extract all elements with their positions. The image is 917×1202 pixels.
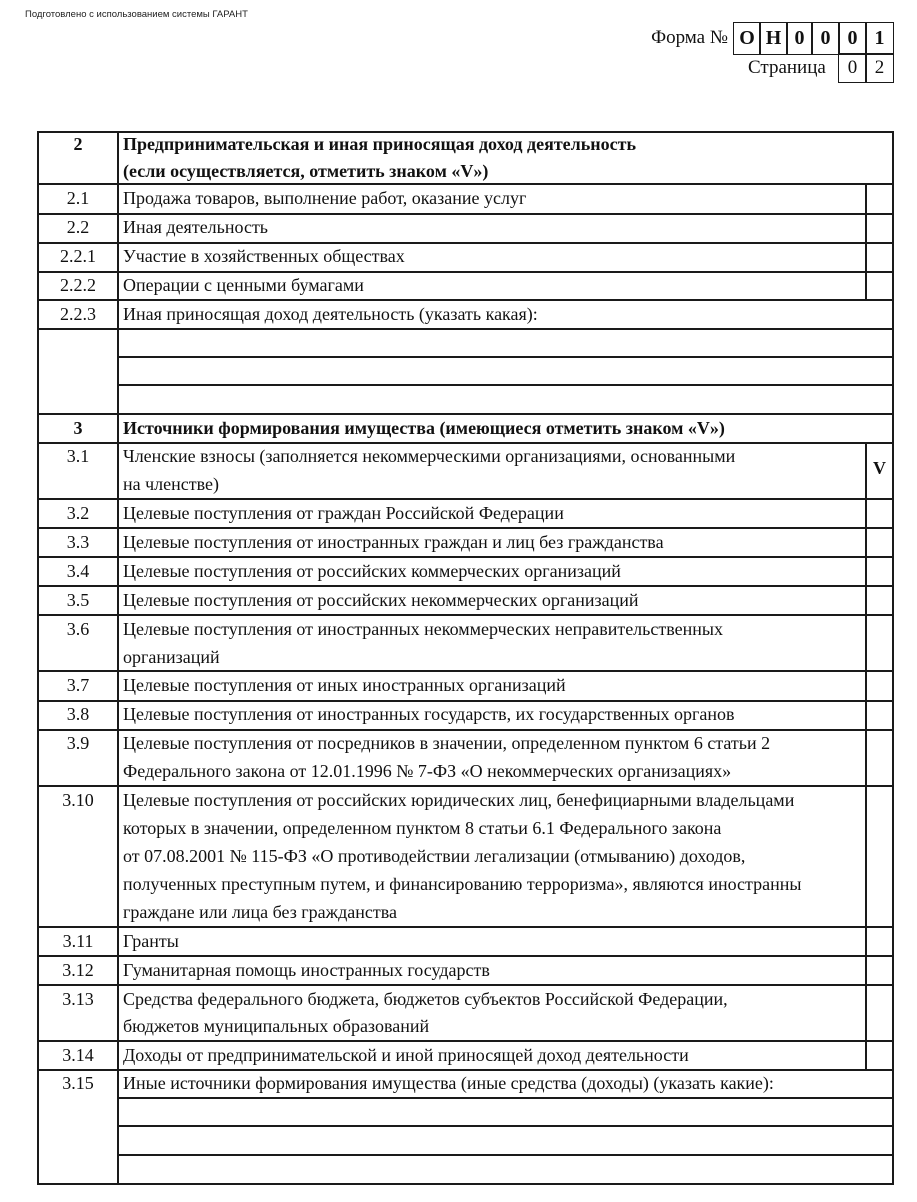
form-code-cell: О xyxy=(733,22,761,55)
row-number: 3.14 xyxy=(62,1045,94,1065)
row-number: 2.2.3 xyxy=(60,304,96,324)
row-number: 3.9 xyxy=(66,733,90,753)
form-code-cell: 0 xyxy=(786,22,813,55)
row-text: Участие в хозяйственных обществах xyxy=(123,246,405,266)
table-right-border xyxy=(892,131,894,1184)
row-number: 3.5 xyxy=(66,590,90,610)
row-text-line: Целевые поступления от иностранных некоммерческих неправительственных xyxy=(123,619,723,639)
page-number-cell: 2 xyxy=(865,53,894,83)
row-text-line: Целевые поступления от иностранных граждан и лиц без гражданства xyxy=(123,532,664,552)
mark-cell: V xyxy=(873,458,886,478)
fill-in-line xyxy=(117,1125,894,1127)
row-number: 3.8 xyxy=(66,704,90,724)
fill-in-line xyxy=(117,356,894,358)
row-text-line: Членские взносы (заполняется некоммерческими организациями, основанными xyxy=(123,446,736,466)
row-number: 3.15 xyxy=(62,1073,94,1093)
row-text-line: организаций xyxy=(123,647,220,667)
section-subtitle: (если осуществляется, отметить знаком «V») xyxy=(123,161,489,181)
row-number: 3.10 xyxy=(62,790,94,810)
row-text: Продажа товаров, выполнение работ, оказание услуг xyxy=(123,188,527,208)
row-number: 2.2 xyxy=(66,217,90,237)
form-code-cell: 1 xyxy=(865,22,894,55)
row-text-line: Целевые поступления от граждан Российской Федерации xyxy=(123,503,564,523)
row-number: 3.2 xyxy=(66,503,90,523)
row-number: 3.13 xyxy=(62,989,94,1009)
row-text-line: Гуманитарная помощь иностранных государств xyxy=(123,960,490,980)
row-text-line: Целевые поступления от российских юридических лиц, бенефициарными владельцами xyxy=(123,790,795,810)
row-text-line: полученных преступным путем, и финансированию терроризма», являются иностранны xyxy=(123,874,802,894)
row-number: 3.3 xyxy=(66,532,90,552)
row-text-line: Гранты xyxy=(123,931,179,951)
form-number-label: Форма № xyxy=(651,27,728,48)
section-title: Источники формирования имущества (имеющиеся отметить знаком «V») xyxy=(123,418,725,438)
row-text-line: Целевые поступления от российских коммерческих организаций xyxy=(123,561,621,581)
row-text-line: Целевые поступления от российских некоммерческих организаций xyxy=(123,590,639,610)
row-number: 3.1 xyxy=(66,446,90,466)
row-text: Операции с ценными бумагами xyxy=(123,275,364,295)
row-number: 2.2.1 xyxy=(60,246,96,266)
row-text-line: Доходы от предпринимательской и иной приносящей доход деятельности xyxy=(123,1045,689,1065)
fill-in-line xyxy=(117,1154,894,1156)
garant-note: Подготовлено с использованием системы ГАРАНТ xyxy=(25,9,248,20)
row-text: Иная приносящая доход деятельность (указать какая): xyxy=(123,304,538,324)
section-number: 2 xyxy=(73,134,83,154)
row-text-line: на членстве) xyxy=(123,474,220,494)
row-text-line: Целевые поступления от иных иностранных организаций xyxy=(123,675,566,695)
row-number: 3.4 xyxy=(66,561,90,581)
section-number: 3 xyxy=(73,418,83,438)
page-number-cell: 0 xyxy=(838,53,867,83)
row-number: 3.12 xyxy=(62,960,94,980)
row-number: 2.1 xyxy=(66,188,90,208)
row-number: 3.7 xyxy=(66,675,90,695)
form-code-cell: 0 xyxy=(811,22,840,55)
row-text-line: бюджетов муниципальных образований xyxy=(123,1016,430,1036)
row-number: 2.2.2 xyxy=(60,275,96,295)
row-text: Иная деятельность xyxy=(123,217,269,237)
row-number: 3.11 xyxy=(62,931,94,951)
row-border xyxy=(37,1183,894,1185)
form-code-cell: Н xyxy=(759,22,788,55)
row-number: 3.6 xyxy=(66,619,90,639)
form-code-cell: 0 xyxy=(838,22,867,55)
row-text-line: Иные источники формирования имущества (иные средства (доходы) (указать какие): xyxy=(123,1073,774,1093)
row-text-line: Целевые поступления от посредников в значении, определенном пунктом 6 статьи 2 xyxy=(123,733,771,753)
page-label: Страница xyxy=(748,57,826,78)
fill-in-line xyxy=(117,384,894,386)
row-text-line: которых в значении, определенном пунктом 8 статьи 6.1 Федерального закона xyxy=(123,818,722,838)
section-title: Предпринимательская и иная приносящая доход деятельность xyxy=(123,134,637,154)
mark-column-border xyxy=(865,442,867,1069)
row-text-line: Средства федерального бюджета, бюджетов субъектов Российской Федерации, xyxy=(123,989,728,1009)
row-text-line: граждане или лица без гражданства xyxy=(123,902,397,922)
row-text-line: Федерального закона от 12.01.1996 № 7-ФЗ «О некоммерческих организациях» xyxy=(123,761,732,781)
mark-column-border xyxy=(865,183,867,299)
row-text-line: от 07.08.2001 № 115-ФЗ «О противодействии легализации (отмыванию) доходов, xyxy=(123,846,746,866)
row-text-line: Целевые поступления от иностранных государств, их государственных органов xyxy=(123,704,735,724)
